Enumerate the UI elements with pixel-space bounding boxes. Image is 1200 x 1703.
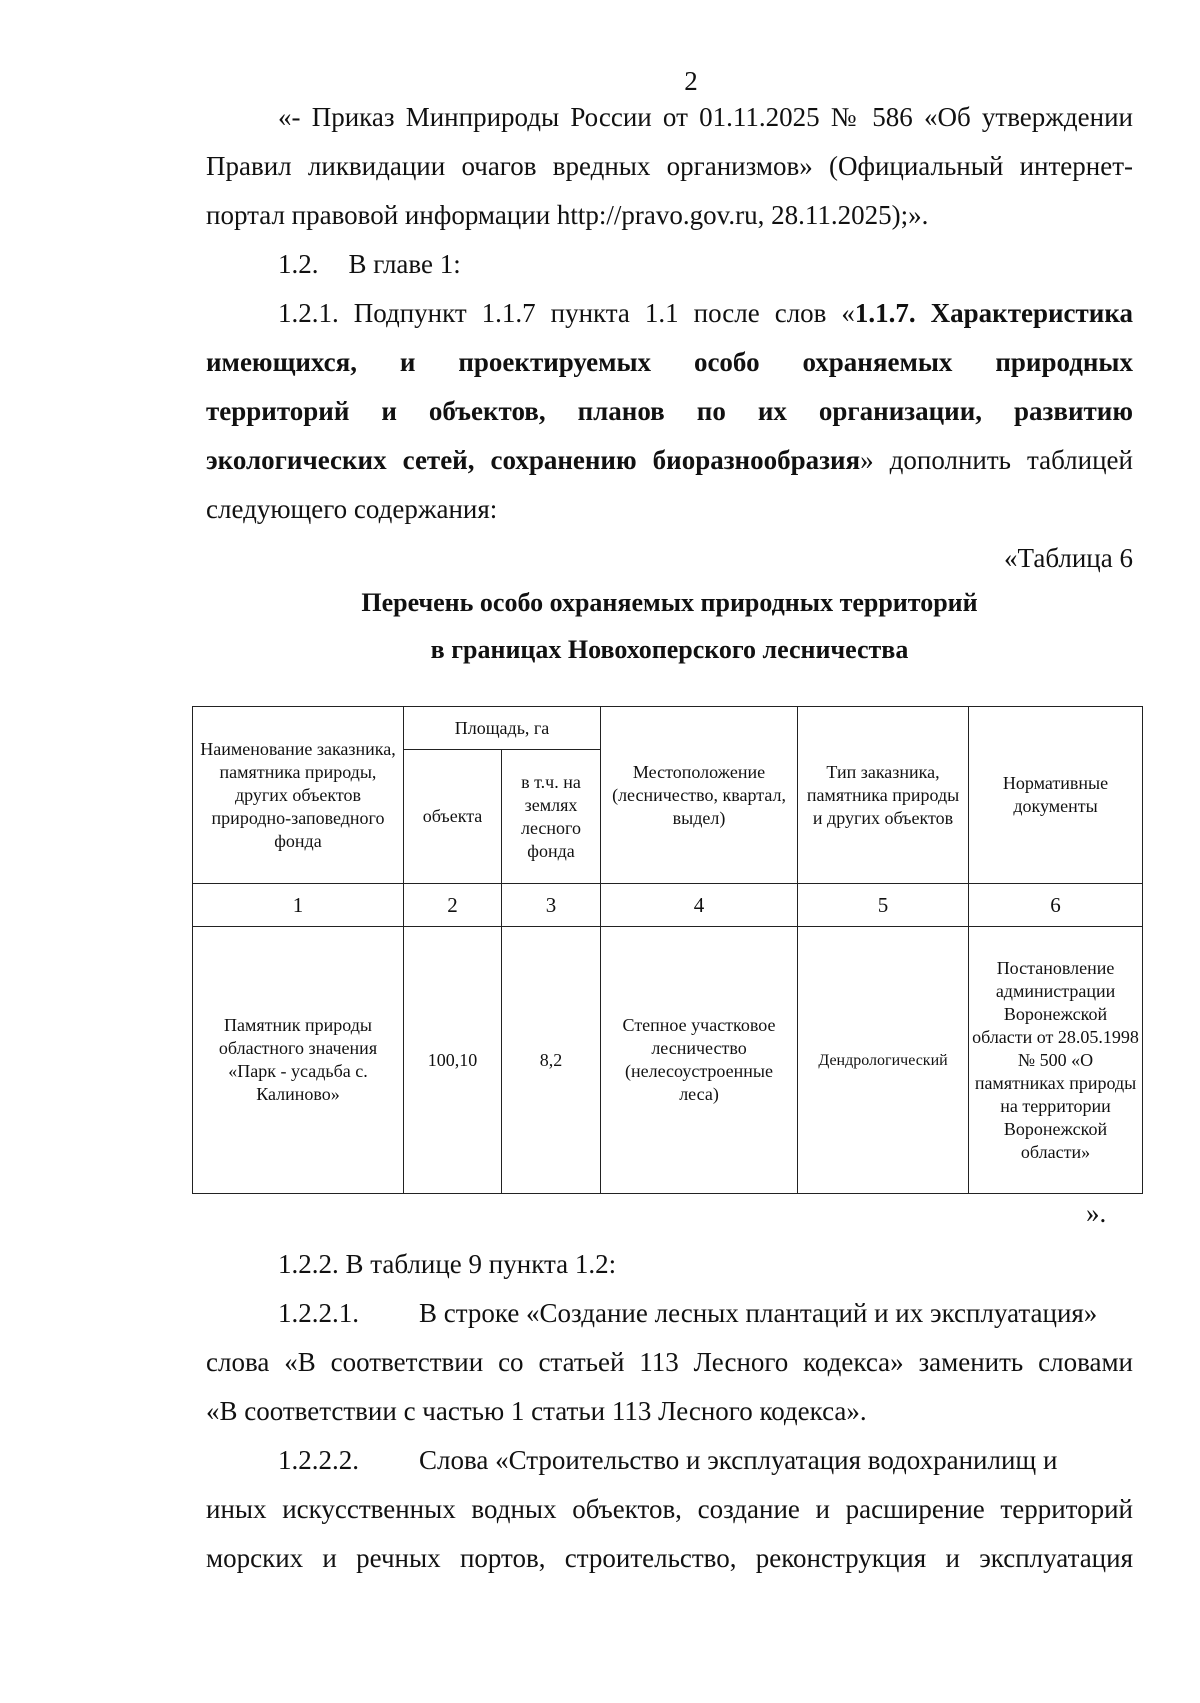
section-1-2-2-2-number: 1.2.2.2. xyxy=(278,1445,359,1475)
header-docs: Нормативные документы xyxy=(969,707,1143,884)
section-1-2-2-1-number: 1.2.2.1. xyxy=(278,1298,359,1328)
col-number-5: 5 xyxy=(798,884,969,927)
section-1-2-1-line-5: следующего содержания: xyxy=(206,494,498,524)
section-1-2-1-line-1 xyxy=(278,296,1133,330)
section-1-2-2-1-line-3: «В соответствии с частью 1 статьи 113 Лесного кодекса». xyxy=(206,1396,867,1426)
section-1-2-2-1-line-1 xyxy=(278,1296,1133,1330)
section-1-2 xyxy=(278,247,1133,281)
col-number-2: 2 xyxy=(404,884,502,927)
intro-line-3: портал правовой информации http://pravo.gov.ru, 28.11.2025);». xyxy=(206,200,929,230)
section-1-2-2-1-text: В строке «Создание лесных плантаций и их эксплуатация» xyxy=(419,1298,1098,1328)
section-1-2-2-2-line-2: иных искусственных водных объектов, создание и расширение территорий xyxy=(206,1494,1133,1524)
table-label: «Таблица 6 xyxy=(1004,543,1133,573)
header-location: Местоположение (лесничество, квартал, выдел) xyxy=(601,707,798,884)
cell-area-object: 100,10 xyxy=(404,927,502,1194)
protected-areas-table xyxy=(192,706,1143,1194)
header-area: Площадь, га xyxy=(404,707,601,750)
section-1-2-2: 1.2.2. В таблице 9 пункта 1.2: xyxy=(278,1249,617,1279)
section-1-2-1-line-3: территорий и объектов, планов по их организации, развитию xyxy=(206,396,1133,426)
col-number-3: 3 xyxy=(502,884,601,927)
section-1-2-1-bold-start: 1.1.7. Характеристика xyxy=(854,298,1133,328)
cell-area-forest: 8,2 xyxy=(502,927,601,1194)
header-area-object: объекта xyxy=(404,750,502,884)
intro-line-2: Правил ликвидации очагов вредных организмов» (Официальный интернет- xyxy=(206,151,1133,181)
cell-name: Памятник природы областного значения «Парк - усадьба с. Калиново» xyxy=(193,927,404,1194)
col-number-1: 1 xyxy=(193,884,404,927)
header-name: Наименование заказника, памятника природы, других объектов природно-заповедного фонда xyxy=(193,707,404,884)
section-1-2-2-2-line-3: морских и речных портов, строительство, реконструкция и эксплуатация xyxy=(206,1543,1133,1573)
section-1-2-1-line-2: имеющихся, и проектируемых особо охраняемых природных xyxy=(206,347,1133,377)
section-1-2-2-2-line-1 xyxy=(278,1443,1133,1477)
table-closing-quote: ». xyxy=(1086,1198,1107,1228)
cell-location: Степное участковое лесничество (нелесоустроенные леса) xyxy=(601,927,798,1194)
col-number-6: 6 xyxy=(969,884,1143,927)
header-type: Тип заказника, памятника природы и других объектов xyxy=(798,707,969,884)
section-1-2-2-2-text: Слова «Строительство и эксплуатация водохранилищ и xyxy=(419,1445,1058,1475)
page-number: 2 xyxy=(684,66,698,96)
table-column-numbers-row xyxy=(193,884,1143,927)
section-1-2-2-1-line-2: слова «В соответствии со статьей 113 Лесного кодекса» заменить словами xyxy=(206,1347,1133,1377)
section-1-2-number: 1.2. xyxy=(278,249,319,279)
cell-type: Дендрологический xyxy=(798,927,969,1194)
section-1-2-1-lead: 1.2.1. Подпункт 1.1.7 пункта 1.1 после слов « xyxy=(278,298,855,328)
section-1-2-1-tail: » дополнить таблицей xyxy=(860,445,1133,475)
table-header-row-1 xyxy=(193,707,1143,750)
table-title-line-1: Перечень особо охраняемых природных территорий xyxy=(361,588,978,617)
section-1-2-1-line-4 xyxy=(206,443,1133,477)
cell-docs: Постановление администрации Воронежской области от 28.05.1998 № 500 «О памятниках природы на территории Воронежской области» xyxy=(969,927,1143,1194)
table-row xyxy=(193,927,1143,1194)
col-number-4: 4 xyxy=(601,884,798,927)
table-title-line-2: в границах Новохоперского лесничества xyxy=(430,635,909,664)
section-1-2-1-bold-end: экологических сетей, сохранению биоразнообразия xyxy=(206,445,861,475)
header-area-forest: в т.ч. на землях лесного фонда xyxy=(502,750,601,884)
section-1-2-text: В главе 1: xyxy=(348,249,461,279)
intro-line-1: «- Приказ Минприроды России от 01.11.2025 № 586 «Об утверждении xyxy=(278,102,1133,132)
